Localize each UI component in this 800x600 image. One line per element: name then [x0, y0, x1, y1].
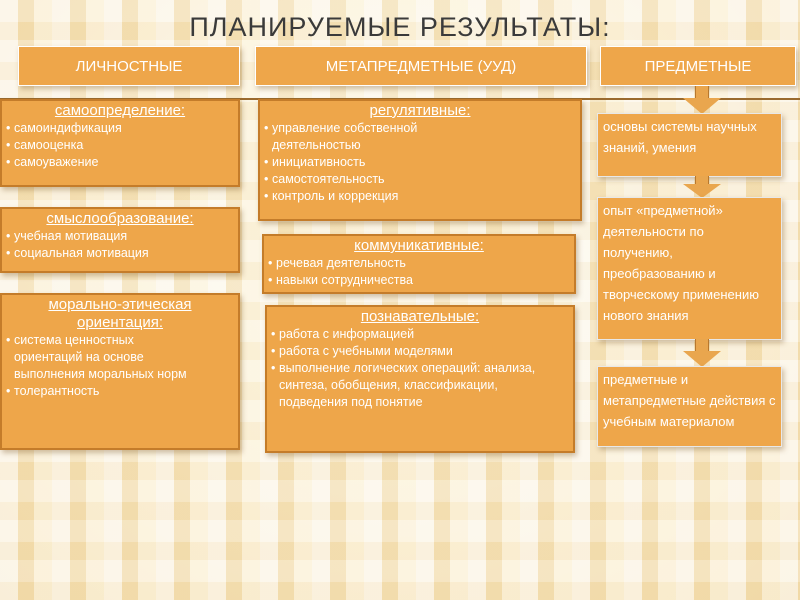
header-personal: [18, 46, 240, 86]
list-item: • толерантность: [6, 383, 234, 400]
personal-block-list: [6, 332, 234, 400]
list-item: • система ценностных ориентаций на основе выполнения моральных норм: [6, 332, 234, 383]
subject-block-text: основы системы научных знаний, умения: [603, 119, 757, 155]
header-subject: [600, 46, 796, 86]
arrow-down-icon: [683, 86, 721, 114]
list-item: • управление собственной деятельностью: [264, 120, 576, 154]
meta-block-regulatory: [258, 99, 582, 221]
list-item: • работа с учебными моделями: [271, 343, 569, 360]
list-item: • выполнение логических операций: анализа, синтеза, обобщения, классификации, подведения под понятие: [271, 360, 569, 411]
header-meta: [255, 46, 587, 86]
list-item: • работа с информацией: [271, 326, 569, 343]
meta-block-heading: регулятивные:: [369, 102, 471, 119]
list-item: • речевая деятельность: [268, 255, 570, 272]
personal-block-list: [6, 120, 234, 171]
header-subject-label: ПРЕДМЕТНЫЕ: [644, 57, 752, 75]
arrow-down-icon: [683, 176, 721, 198]
list-item: • социальная мотивация: [6, 245, 234, 262]
meta-block-list: [268, 255, 570, 289]
subject-block-knowledge: [597, 113, 782, 177]
list-item: • самоуважение: [6, 154, 234, 171]
subject-block-experience: [597, 197, 782, 340]
list-item: • учебная мотивация: [6, 228, 234, 245]
meta-block-communicative: [262, 234, 576, 294]
meta-block-cognitive: [265, 305, 575, 453]
list-item: • самооценка: [6, 137, 234, 154]
subject-block-text: предметные и метапредметные действия с учебным материалом: [603, 372, 776, 429]
personal-block-heading: морально-этическая ориентация:: [48, 296, 192, 331]
personal-block-heading: смыслообразование:: [46, 210, 194, 227]
personal-block-meaning-making: [0, 207, 240, 273]
header-personal-label: ЛИЧНОСТНЫЕ: [75, 57, 183, 75]
personal-block-moral-ethical: [0, 293, 240, 450]
header-meta-label: МЕТАПРЕДМЕТНЫЕ (УУД): [325, 57, 517, 75]
subject-block-actions: [597, 366, 782, 447]
arrow-down-icon: [683, 339, 721, 367]
page-title: ПЛАНИРУЕМЫЕ РЕЗУЛЬТАТЫ:: [189, 12, 611, 42]
meta-block-heading: познавательные:: [360, 308, 480, 325]
list-item: • навыки сотрудничества: [268, 272, 570, 289]
meta-block-list: [271, 326, 569, 411]
personal-block-self-determination: [0, 99, 240, 187]
list-item: • контроль и коррекция: [264, 188, 576, 205]
list-item: • самоиндификация: [6, 120, 234, 137]
personal-block-heading: самоопределение:: [54, 102, 186, 119]
meta-block-heading: коммуникативные:: [354, 237, 484, 254]
subject-block-text: опыт «предметной» деятельности по получению, преобразованию и творческому применению нового знания: [603, 203, 759, 323]
list-item: • самостоятельность: [264, 171, 576, 188]
meta-block-list: [264, 120, 576, 205]
personal-block-list: [6, 228, 234, 262]
list-item: • инициативность: [264, 154, 576, 171]
